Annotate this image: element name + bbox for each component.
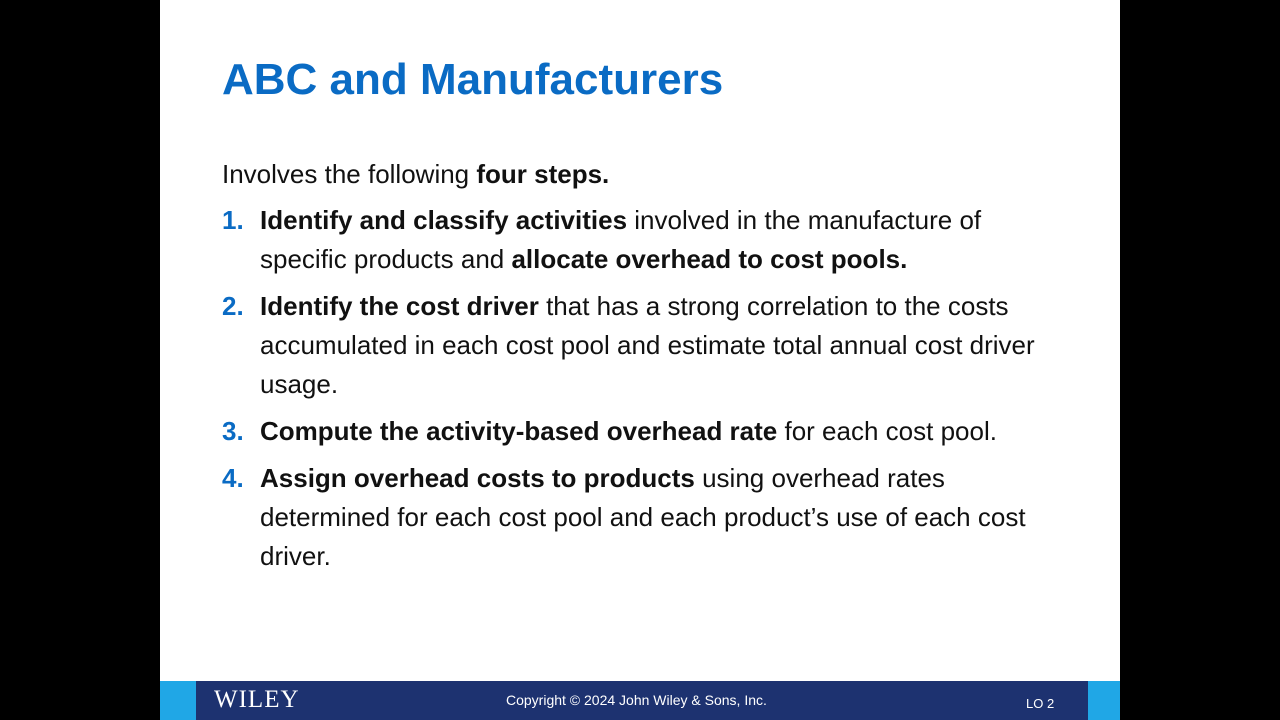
step-plain: that has a strong correlation to the costs accumulated in each cost pool and estimate total annual cost driver usage. (260, 291, 1035, 399)
step-bold: Compute the activity-based overhead rate (260, 416, 778, 446)
intro-text (222, 155, 1062, 193)
step-plain: using overhead rates determined for each cost pool and each product’s use of each cost driver. (260, 463, 1026, 571)
intro-plain: Involves the following (222, 159, 477, 189)
footer-accent-right (1088, 681, 1120, 720)
wiley-logo: WILEY (214, 686, 300, 713)
step-plain: involved in the manufacture of specific products and (260, 205, 982, 274)
step-bold: Assign overhead costs to products (260, 463, 695, 493)
step-text (260, 459, 1062, 576)
slide (160, 0, 1120, 720)
step-item (222, 412, 1062, 451)
step-text (260, 412, 1062, 451)
steps-list (222, 201, 1062, 576)
step-plain: for each cost pool. (777, 416, 997, 446)
step-bold: Identify the cost driver (260, 291, 539, 321)
learning-objective-label: LO 2 (1026, 696, 1055, 711)
step-number: 4. (222, 463, 244, 493)
step-bold: Identify and classify activities (260, 205, 628, 235)
slide-footer (160, 681, 1120, 720)
step-text (260, 201, 1062, 279)
step-item (222, 201, 1062, 279)
intro-bold: four steps. (476, 159, 610, 189)
step-item (222, 287, 1062, 404)
step-item (222, 459, 1062, 576)
footer-accent-left (160, 681, 196, 720)
slide-body (222, 155, 1062, 584)
slide-title: ABC and Manufacturers (222, 55, 724, 104)
step-number: 2. (222, 291, 244, 321)
copyright-text: Copyright © 2024 John Wiley & Sons, Inc. (506, 692, 767, 708)
step-number: 1. (222, 205, 244, 235)
step-text (260, 287, 1062, 404)
step-bold-2: allocate overhead to cost pools. (511, 244, 908, 274)
step-number: 3. (222, 416, 244, 446)
